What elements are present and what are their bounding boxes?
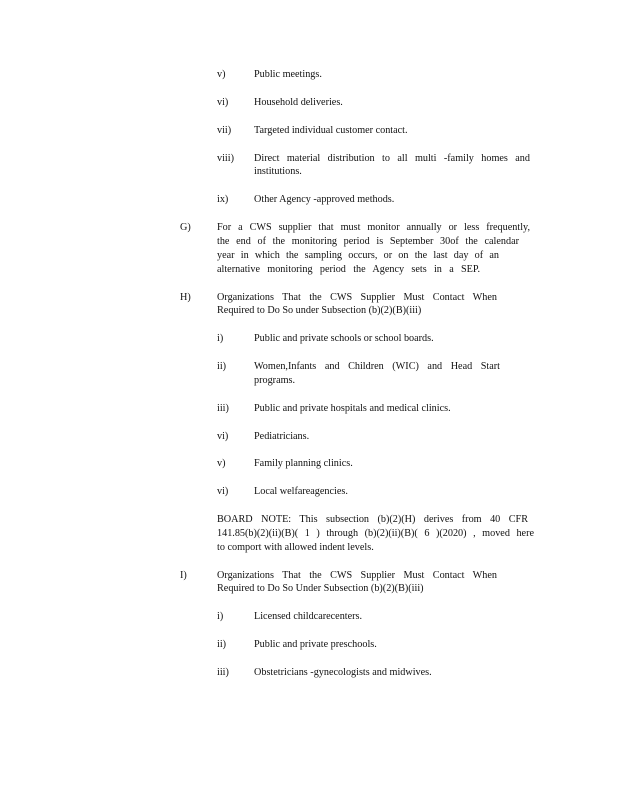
- h-item-marker-v: v): [217, 458, 226, 469]
- section-marker-g: G): [180, 222, 191, 233]
- section-i-heading-line1: Organizations That the CWS Supplier Must Contact When: [217, 570, 497, 581]
- item-marker-v: v): [217, 69, 226, 80]
- i-item-marker-i: i): [217, 611, 224, 622]
- board-note-line3: to comport with allowed indent levels.: [217, 542, 374, 553]
- item-text-direct-distribution-line1: Direct material distribution to all multi -family homes and: [254, 153, 530, 164]
- section-h-heading-line2: Required to Do So under Subsection (b)(2)(B)(iii): [217, 305, 422, 316]
- item-text-targeted-contact: Targeted individual customer contact.: [254, 125, 408, 136]
- h-item-marker-vi-a: vi): [217, 431, 229, 442]
- section-i-heading-line2: Required to Do So Under Subsection (b)(2)(B)(iii): [217, 583, 424, 594]
- h-item-text-schools: Public and private schools or school boards.: [254, 333, 434, 344]
- item-marker-ix: ix): [217, 194, 229, 205]
- section-g-line4: alternative monitoring period the Agency sets in a SEP.: [217, 264, 480, 275]
- h-item-text-pediatricians: Pediatricians.: [254, 431, 310, 442]
- h-item-text-wic-line2: programs.: [254, 375, 296, 386]
- i-item-text-childcare: Licensed childcarecenters.: [254, 611, 363, 622]
- item-text-other-methods: Other Agency -approved methods.: [254, 194, 395, 205]
- item-marker-vii: vii): [217, 125, 232, 136]
- i-item-marker-ii: ii): [217, 639, 227, 650]
- board-note-line1: BOARD NOTE: This subsection (b)(2)(H) derives from 40 CFR: [217, 514, 528, 525]
- h-item-marker-i: i): [217, 333, 224, 344]
- h-item-text-wic-line1: Women,Infants and Children (WIC) and Head Start: [254, 361, 500, 372]
- section-g-line3: year in which the sampling occurs, or on the last day of an: [217, 250, 499, 261]
- item-text-public-meetings: Public meetings.: [254, 69, 322, 80]
- h-item-text-family-planning: Family planning clinics.: [254, 458, 353, 469]
- board-note-line2: 141.85(b)(2)(ii)(B)( 1 ) through (b)(2)(ii)(B)( 6 )(2020) , moved here: [217, 528, 534, 539]
- h-item-marker-vi-b: vi): [217, 486, 229, 497]
- i-item-marker-iii: iii): [217, 667, 229, 678]
- i-item-text-obstetricians: Obstetricians -gynecologists and midwives.: [254, 667, 432, 678]
- section-marker-h: H): [180, 292, 191, 303]
- i-item-text-preschools: Public and private preschools.: [254, 639, 377, 650]
- item-text-direct-distribution-line2: institutions.: [254, 166, 302, 177]
- section-h-heading-line1: Organizations That the CWS Supplier Must Contact When: [217, 292, 497, 303]
- h-item-text-welfare: Local welfareagencies.: [254, 486, 348, 497]
- h-item-marker-iii: iii): [217, 403, 229, 414]
- section-marker-i: I): [180, 570, 187, 581]
- section-g-line2: the end of the monitoring period is September 30of the calendar: [217, 236, 519, 247]
- item-text-household-deliveries: Household deliveries.: [254, 97, 343, 108]
- h-item-marker-ii: ii): [217, 361, 227, 372]
- section-g-line1: For a CWS supplier that must monitor annually or less frequently,: [217, 222, 530, 233]
- h-item-text-hospitals: Public and private hospitals and medical clinics.: [254, 403, 451, 414]
- item-marker-vi: vi): [217, 97, 229, 108]
- item-marker-viii: viii): [217, 153, 234, 164]
